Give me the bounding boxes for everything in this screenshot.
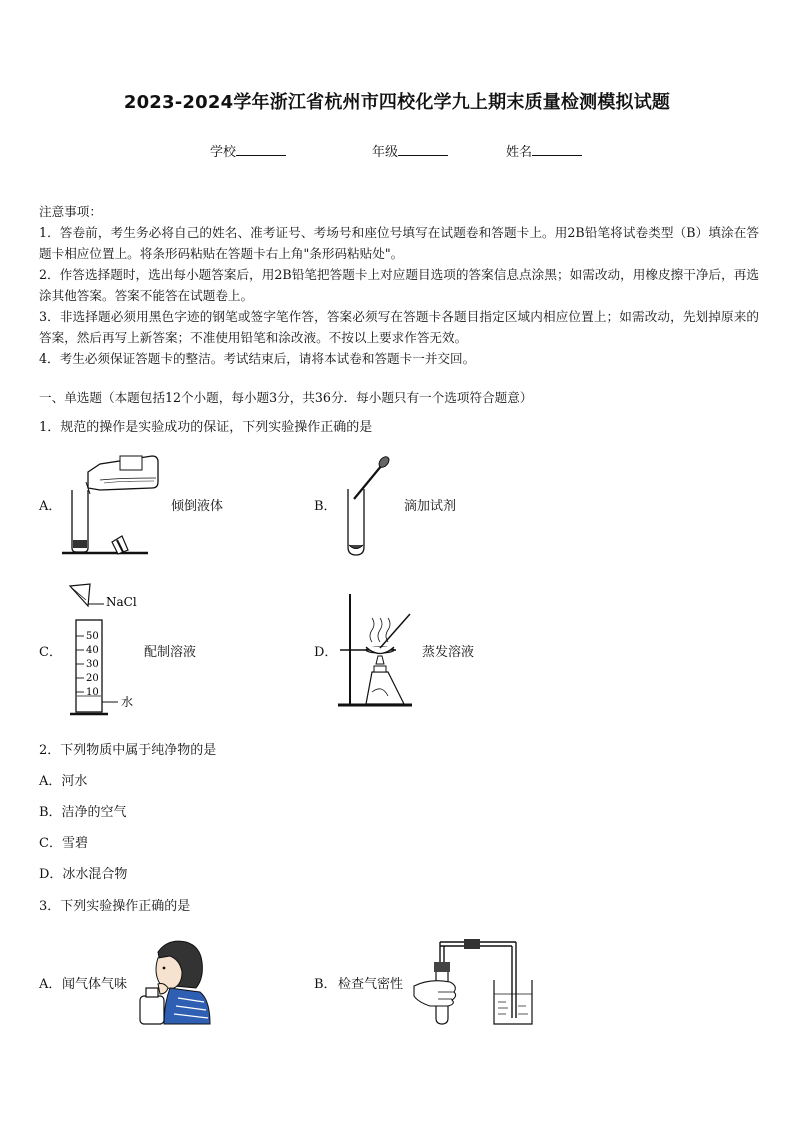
notice-heading: 注意事项： [39, 204, 102, 219]
grade-blank [398, 143, 448, 156]
q3-option-b-caption: 检查气密性 [338, 977, 404, 992]
q1-option-a-caption: 倾倒液体 [171, 499, 224, 514]
name-blank [532, 143, 582, 156]
page-title: 2023-2024学年浙江省杭州市四校化学九上期末质量检测模拟试题 [123, 92, 671, 113]
question-1-stem: 1．规范的操作是实验成功的保证，下列实验操作正确的是 [39, 420, 373, 435]
q1-option-d-letter: D． [314, 645, 338, 660]
school-blank [236, 143, 286, 156]
notice-block [39, 201, 759, 369]
notice-item-2: 2．作答选择题时，选出每小题答案后，用2B铅笔把答题卡上对应题目选项的答案信息点涂黑；如需改动，用橡皮擦干净后，再选涂其他答案。答案不能答在试题卷上。 [39, 267, 759, 303]
notice-item-1: 1．答卷前，考生务必将自己的姓名、准考证号、考场号和座位号填写在试题卷和答题卡上。用2B铅笔将试卷类型（B）填涂在答题卡相应位置上。将条形码粘贴在答题卡右上角"条形码粘贴处"。 [39, 225, 759, 261]
pouring-liquid-figure [60, 450, 160, 560]
grade-label: 年级 [372, 145, 399, 160]
tick-20: 20 [86, 673, 99, 684]
q1-option-d-caption: 蒸发溶液 [422, 645, 475, 660]
tick-10: 10 [86, 687, 99, 698]
airtightness-check-figure [410, 936, 534, 1028]
smelling-gas-figure [134, 938, 214, 1028]
nacl-label: NaCl [106, 595, 137, 609]
name-field [506, 141, 582, 160]
school-field [210, 141, 286, 160]
q1-option-c-caption: 配制溶液 [144, 645, 197, 660]
q2-option-d: D．冰水混合物 [39, 867, 128, 882]
school-label: 学校 [210, 145, 237, 160]
tick-40: 40 [86, 645, 99, 656]
evaporation-figure [336, 592, 416, 710]
notice-item-3: 3．非选择题必须用黑色字迹的钢笔或签字笔作答，答案必须写在答题卡各题目指定区域内相应位置上；如需改动，先划掉原来的答案，然后再写上新答案；不准使用铅笔和涂改液。不按以上要求作答无效。 [39, 309, 759, 345]
q2-option-a: A．河水 [39, 774, 88, 789]
section-heading: 一、单选题（本题包括12个小题，每小题3分，共36分．每小题只有一个选项符合题意） [39, 390, 533, 405]
q1-option-a-letter: A． [39, 499, 62, 514]
q1-option-b-caption: 滴加试剂 [404, 499, 457, 514]
q3-option-a-letter: A． [39, 977, 62, 992]
tick-50: 50 [86, 631, 99, 642]
q2-option-b: B．洁净的空气 [39, 805, 127, 820]
notice-item-4: 4．考生必须保证答题卡的整洁。考试结束后，请将本试卷和答题卡一并交回。 [39, 351, 476, 366]
q3-option-b-letter: B． [314, 977, 337, 992]
water-label: 水 [121, 695, 134, 709]
grade-field [372, 141, 448, 160]
preparing-solution-figure [66, 584, 146, 719]
q1-option-b-letter: B． [314, 499, 337, 514]
q1-option-c-letter: C． [39, 645, 62, 660]
dropping-reagent-figure [340, 455, 400, 560]
q3-option-a-caption: 闻气体气味 [62, 977, 128, 992]
tick-30: 30 [86, 659, 99, 670]
q2-option-c: C．雪碧 [39, 836, 88, 851]
question-2-stem: 2．下列物质中属于纯净物的是 [39, 743, 217, 758]
name-label: 姓名 [506, 145, 533, 160]
question-3-stem: 3．下列实验操作正确的是 [39, 899, 191, 914]
